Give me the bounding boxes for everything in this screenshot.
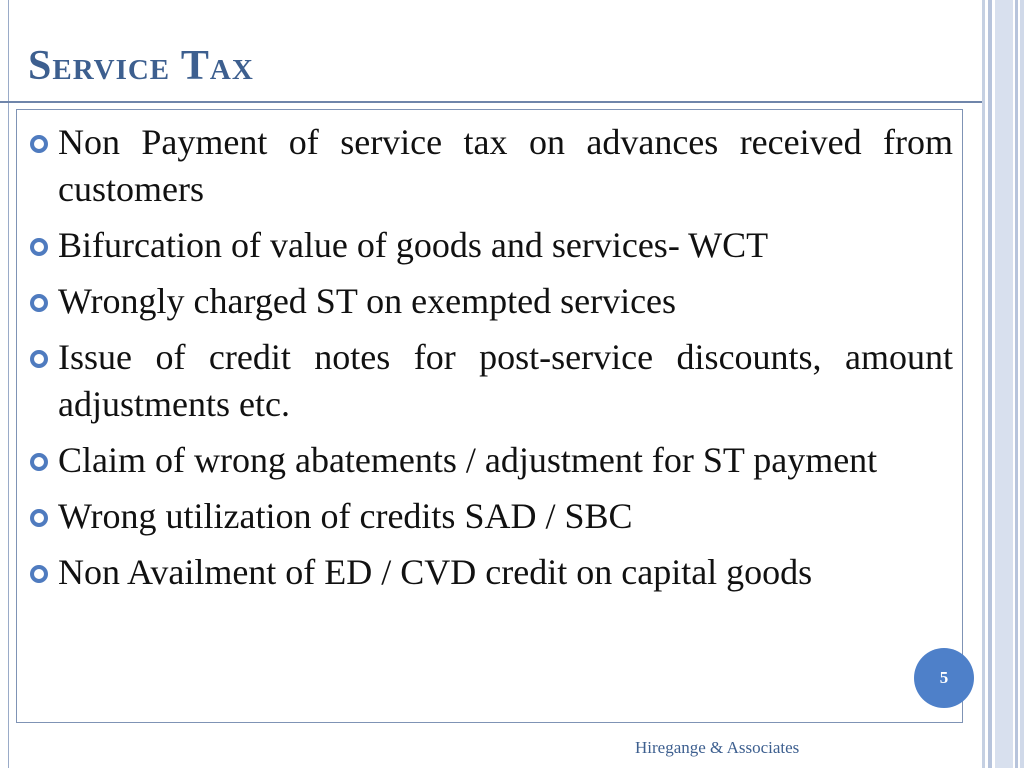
decor-stripe bbox=[1020, 0, 1024, 768]
ring-bullet-icon bbox=[30, 509, 48, 527]
slide-title: Service Tax bbox=[28, 43, 254, 89]
ring-bullet-icon bbox=[30, 135, 48, 153]
bullet-text: Non Availment of ED / CVD credit on capital goods bbox=[58, 552, 813, 592]
list-item bbox=[58, 278, 953, 325]
ring-bullet-icon bbox=[30, 453, 48, 471]
list-item bbox=[58, 119, 953, 213]
page-number-badge: 5 bbox=[914, 648, 974, 708]
bullet-text: Wrongly charged ST on exempted services bbox=[58, 281, 677, 321]
bullet-text: Bifurcation of value of goods and services- WCT bbox=[58, 225, 769, 265]
left-border-line bbox=[8, 0, 9, 768]
list-item bbox=[58, 334, 953, 428]
decor-stripe bbox=[1015, 0, 1018, 768]
ring-bullet-icon bbox=[30, 565, 48, 583]
decor-stripe bbox=[982, 0, 985, 768]
list-item bbox=[58, 437, 953, 484]
list-item bbox=[58, 222, 953, 269]
footer-text: Hiregange & Associates bbox=[635, 738, 800, 757]
decor-stripe bbox=[988, 0, 992, 768]
bullet-text: Wrong utilization of credits SAD / SBC bbox=[58, 496, 633, 536]
ring-bullet-icon bbox=[30, 350, 48, 368]
list-item bbox=[58, 493, 953, 540]
bullet-text: Non Payment of service tax on advances received from customers bbox=[58, 122, 953, 209]
bullet-text: Claim of wrong abatements / adjustment for ST payment bbox=[58, 440, 878, 480]
title-divider bbox=[0, 101, 982, 103]
bullet-text: Issue of credit notes for post-service discounts, amount adjustments etc. bbox=[58, 337, 953, 424]
list-item bbox=[58, 549, 953, 596]
decor-stripe bbox=[995, 0, 1013, 768]
bullet-list bbox=[58, 119, 953, 605]
ring-bullet-icon bbox=[30, 238, 48, 256]
ring-bullet-icon bbox=[30, 294, 48, 312]
